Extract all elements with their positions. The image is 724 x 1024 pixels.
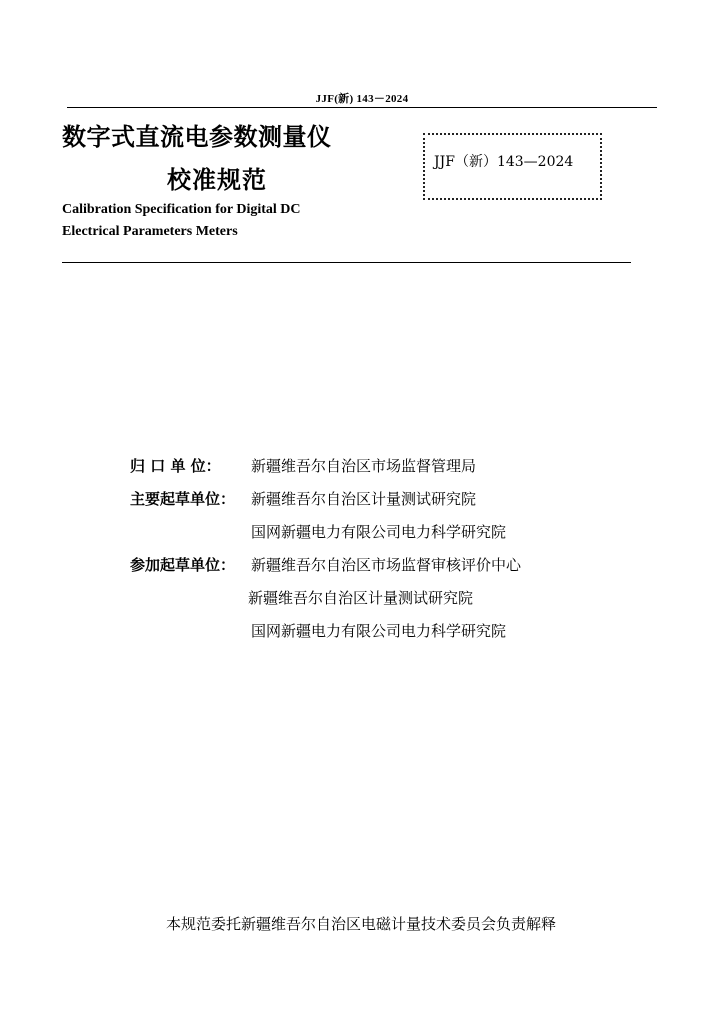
header-divider bbox=[67, 107, 657, 108]
title-divider bbox=[62, 262, 631, 263]
participating-drafter-value-3: 国网新疆电力有限公司电力科学研究院 bbox=[251, 622, 507, 640]
participating-drafter-value-2: 新疆维吾尔自治区计量测试研究院 bbox=[248, 589, 474, 607]
chinese-title-line1: 数字式直流电参数测量仪 bbox=[62, 123, 332, 151]
interpretation-note: 本规范委托新疆维吾尔自治区电磁计量技术委员会负责解释 bbox=[166, 915, 557, 933]
specification-code-box bbox=[423, 133, 602, 200]
english-title bbox=[62, 199, 301, 243]
chinese-title-line2: 校准规范 bbox=[167, 166, 267, 194]
participating-drafter-label: 参加起草单位： bbox=[130, 556, 236, 574]
document-code-header: JJF(新) 143－2024 bbox=[315, 93, 409, 105]
main-drafter-label: 主要起草单位： bbox=[130, 490, 236, 508]
responsible-unit-label: 归 口 单 位： bbox=[130, 457, 221, 475]
english-title-line1: Calibration Specification for Digital DC bbox=[62, 202, 301, 217]
main-drafter-value-1: 新疆维吾尔自治区计量测试研究院 bbox=[251, 490, 477, 508]
responsible-unit-value: 新疆维吾尔自治区市场监督管理局 bbox=[251, 457, 477, 475]
english-title-line2: Electrical Parameters Meters bbox=[62, 224, 238, 239]
participating-drafter-value-1: 新疆维吾尔自治区市场监督审核评价中心 bbox=[251, 556, 522, 574]
specification-code: JJF（新）143—2024 bbox=[434, 154, 574, 170]
main-drafter-value-2: 国网新疆电力有限公司电力科学研究院 bbox=[251, 523, 507, 541]
